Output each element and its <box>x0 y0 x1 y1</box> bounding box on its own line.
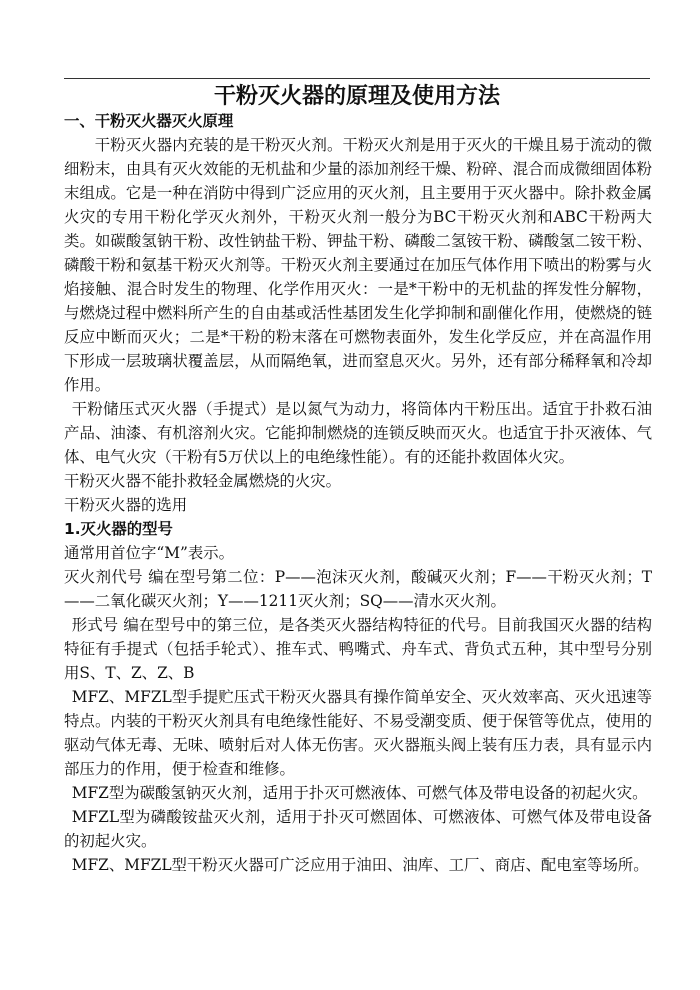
section-heading-principle: 一、干粉灭火器灭火原理 <box>64 112 234 130</box>
paragraph-form-code: 形式号 编在型号中的第三位，是各类灭火器结构特征的代号。目前我国灭火器的结构特征有手提式（包括手轮式）、推车式、鸭嘴式、舟车式、背负式五种，其中型号分别用S、T、Z、Z、B <box>64 616 652 682</box>
paragraph-agent-code: 灭火剂代号 编在型号第二位：P——泡沫灭火剂，酸碱灭火剂；F——干粉灭火剂；T——二氧化碳灭火剂；Y——1211灭火剂；SQ——清水灭火剂。 <box>64 568 652 610</box>
header-rule <box>64 78 650 79</box>
paragraph-limitation: 干粉灭火器不能扑救轻金属燃烧的火灾。 <box>64 472 342 490</box>
paragraph-mfzl: MFZL型为磷酸铵盐灭火剂，适用于扑灭可燃固体、可燃液体、可燃气体及带电设备的初起火灾。 <box>64 808 652 850</box>
paragraph-first-letter: 通常用首位字“M”表示。 <box>64 544 235 562</box>
paragraph-mfz-mfzl: MFZ、MFZL型手提贮压式干粉灭火器具有操作简单安全、灭火效率高、灭火迅速等特点。内装的干粉灭火剂具有电绝缘性能好、不易受潮变质、便于保管等优点，使用的驱动气体无毒、无味、喷射后对人体无伤害。灭火器瓶头阀上装有压力表，具有显示内部压力的作用，便于检查和维修。 <box>64 688 652 778</box>
section-heading-model: 1.灭火器的型号 <box>64 520 173 538</box>
paragraph-principle: 干粉灭火器内充装的是干粉灭火剂。干粉灭火剂是用于灭火的干燥且易于流动的微细粉末，由具有灭火效能的无机盐和少量的添加剂经干燥、粉碎、混合而成微细固体粉末组成。它是一种在消防中得到广泛应用的灭火剂，且主要用于灭火器中。除扑救金属火灾的专用干粉化学灭火剂外，干粉灭火剂一般分为BC干粉灭火剂和ABC干粉两大类。如碳酸氢钠干粉、改性钠盐干粉、钾盐干粉、磷酸二氢铵干粉、磷酸氢二铵干粉、磷酸干粉和氨基干粉灭火剂等。干粉灭火剂主要通过在加压气体作用下喷出的粉雾与火焰接触、混合时发生的物理、化学作用灭火：一是*干粉中的无机盐的挥发性分解物，与燃烧过程中燃料所产生的自由基或活性基团发生化学抑制和副催化作用，使燃烧的链反应中断而灭火；二是*干粉的粉末落在可燃物表面外，发生化学反应，并在高温作用下形成一层玻璃状覆盖层，从而隔绝氧，进而窒息灭火。另外，还有部分稀释氧和冷却作用。 <box>64 136 652 394</box>
paragraph-stored-pressure: 干粉储压式灭火器（手提式）是以氮气为动力，将筒体内干粉压出。适宜于扑救石油产品、油漆、有机溶剂火灾。它能抑制燃烧的连锁反映而灭火。也适宜于扑灭液体、气体、电气火灾（干粉有5万伏以上的电绝缘性能）。有的还能扑救固体火灾。 <box>64 400 652 466</box>
page-title: 干粉灭火器的原理及使用方法 <box>213 84 500 109</box>
paragraph-mfz: MFZ型为碳酸氢钠灭火剂，适用于扑灭可燃液体、可燃气体及带电设备的初起火灾。 <box>71 784 648 802</box>
document-body <box>64 109 652 877</box>
paragraph-applications: MFZ、MFZL型干粉灭火器可广泛应用于油田、油库、工厂、商店、配电室等场所。 <box>71 856 649 874</box>
paragraph-selection: 干粉灭火器的选用 <box>64 496 188 514</box>
